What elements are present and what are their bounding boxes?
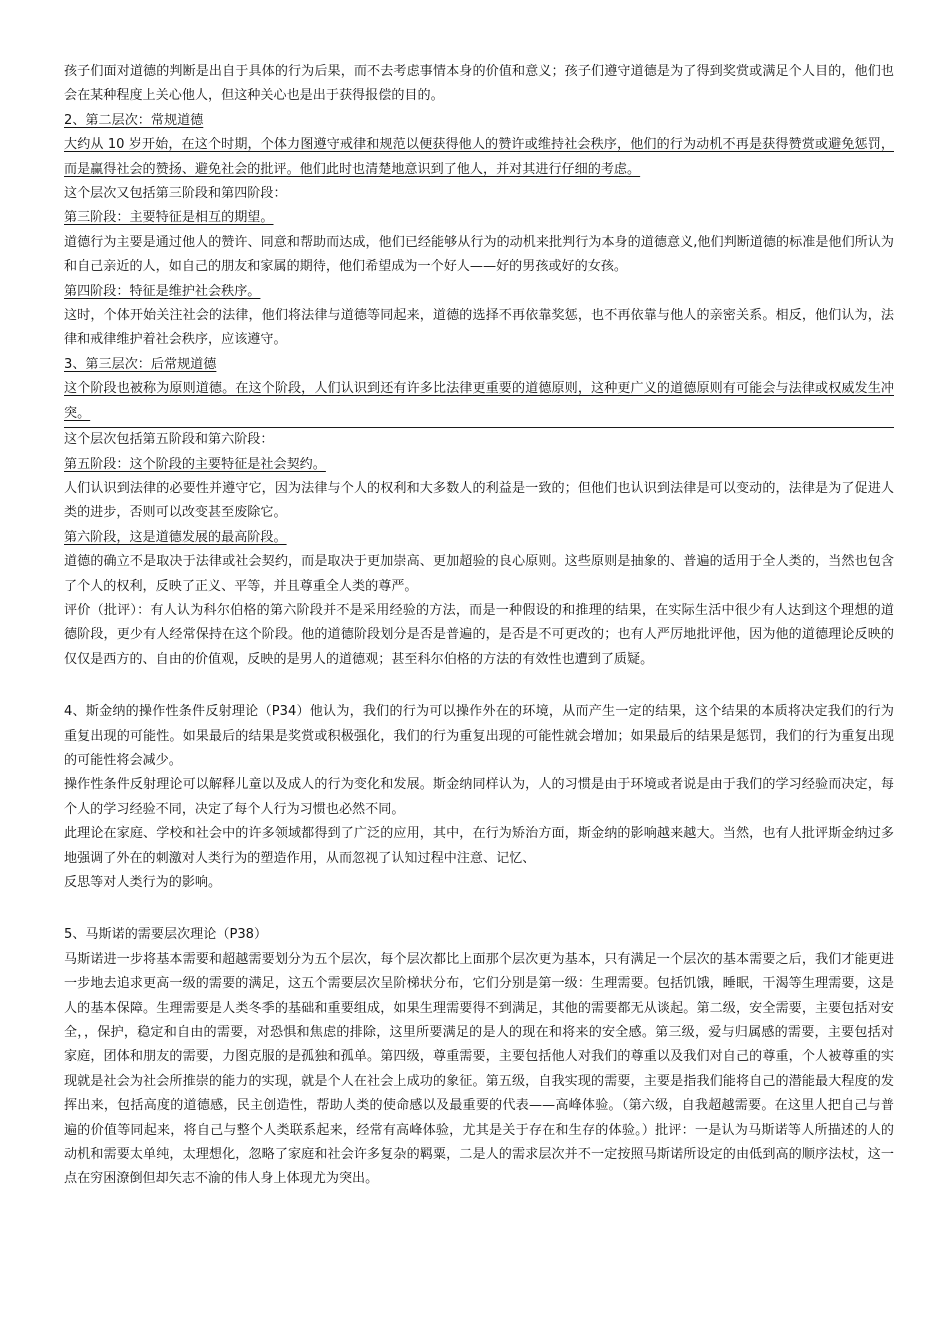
level3-heading: 3、第三层次：后常规道德 <box>64 356 217 372</box>
kohlberg-intro-paragraph: 孩子们面对道德的判断是出自于具体的行为后果，而不去考虑事情本身的价值和意义；孩子们遵守道德是为了得到奖赏或满足个人目的，他们也会在某种程度上关心他人，但这种关心也是出于获得报偿的目的。 <box>64 64 894 104</box>
level2-includes-line: 这个层次又包括第三阶段和第四阶段： <box>64 186 287 202</box>
kohlberg-critique-paragraph: 评价（批评）：有人认为科尔伯格的第六阶段并不是采用经验的方法，而是一种假设的和推理的结果，在实际生活中很少有人达到这个理想的道德阶段，更少有人经常保持在这个阶段。他的道德阶段划分是否是普遍的，是否是不可更改的；也有人严厉地批评他，因为他的道德理论反映的仅仅是西方的、自由的价值观，反映的是男人的道德观；甚至科尔伯格的方法的有效性也遭到了质疑。 <box>64 602 894 667</box>
skinner-paragraph-3: 此理论在家庭、学校和社会中的许多领域都得到了广泛的应用，其中，在行为矫治方面，斯金纳的影响越来越大。当然，也有人批评斯金纳过多地强调了外在的刺激对人类行为的塑造作用，从而忽视了认知过程中注意、记忆、 <box>64 826 894 866</box>
skinner-paragraph-2: 操作性条件反射理论可以解释儿童以及成人的行为变化和发展。斯金纳同样认为，人的习惯是由于环境或者说是由于我们的学习经验而决定，每个人的学习经验不同，决定了每个人行为习惯也必然不同。 <box>64 777 894 817</box>
stage5-description: 人们认识到法律的必要性并遵守它，因为法律与个人的权利和大多数人的利益是一致的；但他们也认识到法律是可以变动的，法律是为了促进人类的进步，否则可以改变甚至废除它。 <box>64 480 894 521</box>
stage4-description: 这时，个体开始关注社会的法律，他们将法律与道德等同起来，道德的选择不再依靠奖惩，也不再依靠与他人的亲密关系。相反，他们认为，法律和戒律维护着社会秩序，应该遵守。 <box>64 308 894 348</box>
skinner-paragraph-4: 反思等对人类行为的影响。 <box>64 875 222 890</box>
stage3-heading: 第三阶段：主要特征是相互的期望。 <box>64 210 274 226</box>
maslow-body-paragraph: 马斯诺进一步将基本需要和超越需要划分为五个层次，每个层次都比上面那个层次更为基本，只有满足一个层次的基本需要之后，我们才能更进一步地去追求更高一级的需要的满足，这五个需要层次呈阶梯状分布，它们分别是第一级：生理需要。包括饥饿，睡眠，干渴等生理需要，这是人的基本保障。生理需要是人类冬季的基础和重要组成，如果生理需要得不到满足，其他的需要都无从谈起。第二级，安全需要，主要包括对安全，，保护，稳定和自由的需要，对恐惧和焦虑的排除，这里所要满足的是人的现在和将来的安全感。第三级，爱与归属感的需要，主要包括对家庭，团体和朋友的需要，力图克服的是孤独和孤单。第四级，尊重需要，主要包括他人对我们的尊重以及我们对自己的尊重，个人被尊重的实现就是社会为社会所推崇的能力的实现，就是个人在社会上成功的象征。第五级，自我实现的需要，主要是指我们能将自己的潜能最大程度的发挥出来，包括高度的道德感，民主创造性，帮助人类的使命感以及最重要的代表——高峰体验。（第六级，自我超越需要。在这里人把自己与普遍的价值等同起来，将自己与整个人类联系起来，经常有高峰体验，尤其是关于存在和生存的体验。）批评：一是认为马斯诺等人所描述的人的动机和需要太单纯，太理想化，忽略了家庭和社会许多复杂的羁粟，二是人的需求层次并不一定按照马斯诺所设定的由低到高的顺序法杖，这一点在穷困潦倒但却矢志不渝的伟人身上体现尤为突出。 <box>64 951 894 1187</box>
level3-description: 这个阶段也被称为原则道德。在这个阶段，人们认识到还有许多比法律更重要的道德原则，这种更广义的道德原则有可能会与法律或权威发生冲突。 <box>64 377 894 428</box>
stage6-description: 道德的确立不是取决于法律或社会契约，而是取决于更加崇高、更加超验的良心原则。这些原则是抽象的、普遍的适用于全人类的，当然也包含了个人的权利，反映了正义、平等，并且尊重全人类的尊严。 <box>64 554 894 594</box>
skinner-paragraph-1: 4、斯金纳的操作性条件反射理论（P34）他认为，我们的行为可以操作外在的环境，从而产生一定的结果，这个结果的本质将决定我们的行为重复出现的可能性。如果最后的结果是奖赏或积极强化，我们的行为重复出现的可能性就会增加；如果最后的结果是惩罚，我们的行为重复出现的可能性将会减少。 <box>64 704 894 768</box>
stage6-heading: 第六阶段，这是道德发展的最高阶段。 <box>64 529 287 545</box>
section-spacer <box>64 895 894 923</box>
stage3-description: 道德行为主要是通过他人的赞许、同意和帮助而达成，他们已经能够从行为的动机来批判行为本身的道德意义,他们判断道德的标准是他们所认为和自己亲近的人，如自己的朋友和家属的期待，他们希望成为一个好人——好的男孩或好的女孩。 <box>64 234 894 275</box>
level2-heading: 2、第二层次：常规道德 <box>64 112 204 128</box>
document-body <box>64 60 894 1192</box>
stage5-heading: 第五阶段：这个阶段的主要特征是社会契约。 <box>64 456 326 472</box>
level2-description: 大约从 10 岁开始，在这个时期，个体力图遵守戒律和规范以便获得他人的赞许或维持社会秩序，他们的行为动机不再是获得赞赏或避免惩罚，而是赢得社会的赞扬、避免社会的批评。他们此时也清楚地意识到了他人，并对其进行仔细的考虑。 <box>64 137 894 177</box>
level3-includes-line: 这个层次包括第五阶段和第六阶段： <box>64 432 274 448</box>
maslow-heading: 5、马斯诺的需要层次理论（P38） <box>64 927 268 943</box>
stage4-heading: 第四阶段：特征是维护社会秩序。 <box>64 283 261 299</box>
section-spacer <box>64 672 894 700</box>
